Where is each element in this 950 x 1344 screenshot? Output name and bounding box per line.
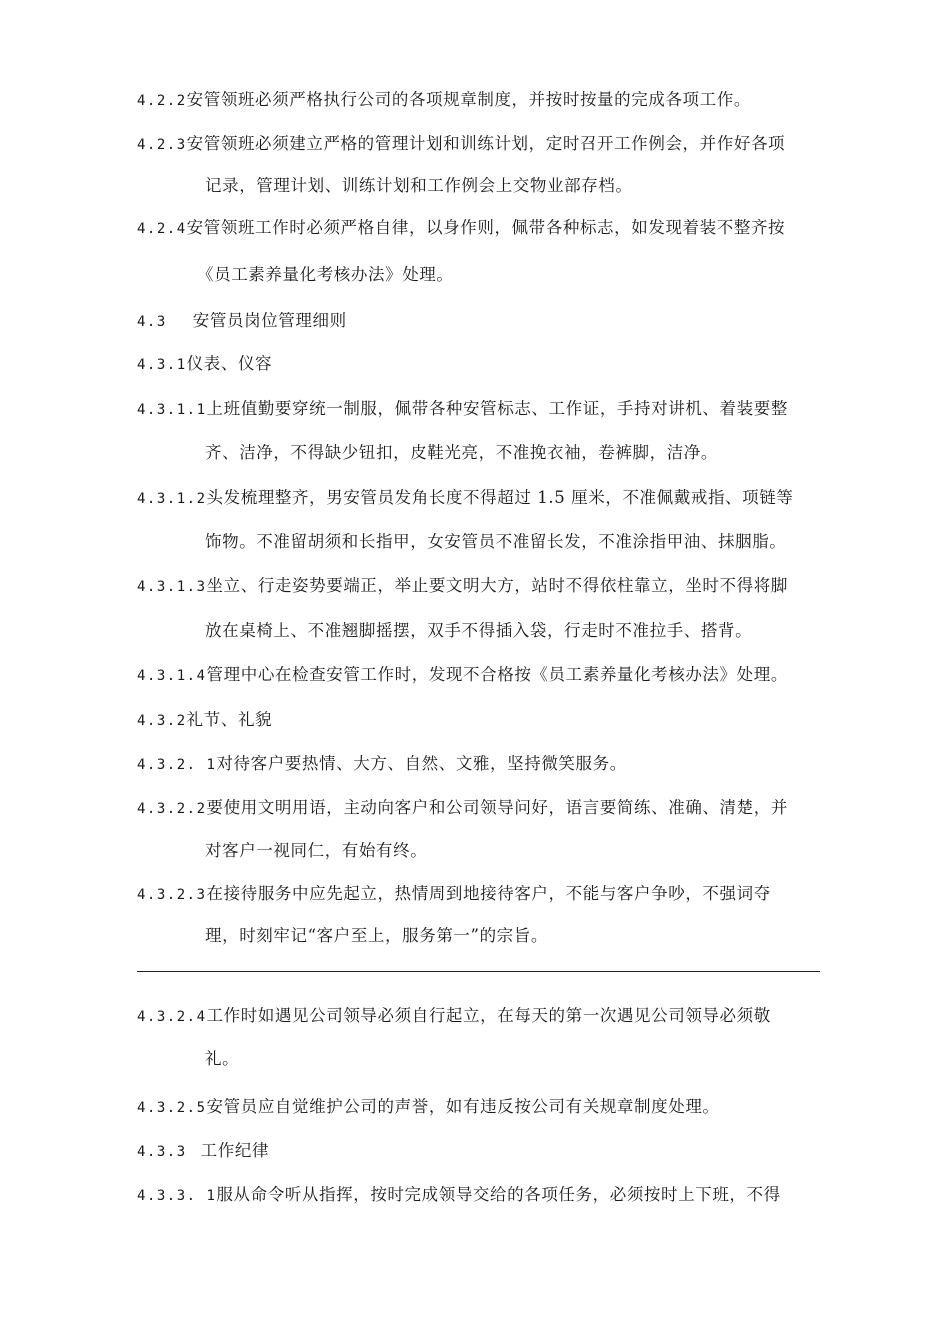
clause-text: 在接待服务中应先起立，热情周到地接待客户，不能与客户争吵，不强词夺 bbox=[206, 884, 771, 903]
clause-text: 理，时刻牢记“客户至上，服务第一”的宗旨。 bbox=[205, 926, 548, 945]
clause-text: 坐立、行走姿势要端正，举止要文明大方，站时不得依柱靠立，坐时不得将脚 bbox=[206, 576, 788, 595]
section-number: 4.3 bbox=[137, 314, 167, 330]
clause-4-2-3-continuation bbox=[0, 175, 950, 197]
clause-4-2-2 bbox=[0, 89, 950, 112]
clause-number: 4.3.3. 1 bbox=[137, 1188, 217, 1204]
clause-number: 4.3.2.4 bbox=[137, 1009, 207, 1025]
clause-4-3-2-5 bbox=[0, 1096, 950, 1119]
clause-4-3-3 bbox=[0, 1140, 950, 1163]
section-4-3-heading bbox=[0, 310, 950, 333]
clause-number: 4.3.1.1 bbox=[137, 402, 207, 418]
clause-4-3-2-2-continuation bbox=[0, 840, 950, 862]
clause-number: 4.3.1.2 bbox=[137, 491, 207, 507]
clause-4-3-2-4 bbox=[0, 1005, 950, 1028]
clause-4-3-1-1-continuation bbox=[0, 442, 950, 464]
clause-text: 饰物。不准留胡须和长指甲，女安管员不准留长发，不准涂指甲油、抹胭脂。 bbox=[205, 532, 787, 551]
clause-4-2-4-continuation bbox=[0, 264, 950, 286]
clause-text: 工作时如遇见公司领导必须自行起立，在每天的第一次遇见公司领导必须敬 bbox=[206, 1006, 771, 1025]
clause-4-3-2 bbox=[0, 709, 950, 732]
clause-4-3-1-4 bbox=[0, 664, 950, 687]
clause-text: 工作纪律 bbox=[200, 1141, 270, 1160]
clause-4-3-1 bbox=[0, 353, 950, 376]
clause-number: 4.2.3 bbox=[137, 137, 187, 153]
clause-text: 礼。 bbox=[205, 1049, 240, 1068]
clause-4-3-3-1 bbox=[0, 1184, 950, 1207]
clause-4-3-2-4-continuation bbox=[0, 1048, 950, 1070]
clause-number: 4.2.2 bbox=[137, 93, 187, 109]
clause-number: 4.3.1.3 bbox=[137, 579, 207, 595]
clause-text: 服从命令听从指挥，按时完成领导交给的各项任务，必须按时上下班，不得 bbox=[216, 1185, 781, 1204]
clause-text: 齐、洁净，不得缺少钮扣，皮鞋光亮，不准挽衣袖，卷裤脚，洁净。 bbox=[205, 443, 718, 462]
clause-text: 安管员应自觉维护公司的声誉，如有违反按公司有关规章制度处理。 bbox=[206, 1097, 720, 1116]
clause-4-2-3 bbox=[0, 133, 950, 156]
page-separator-rule bbox=[137, 971, 820, 972]
clause-text: 仪表、仪容 bbox=[186, 354, 273, 373]
clause-number: 4.3.2.2 bbox=[137, 801, 207, 817]
clause-text: 上班值勤要穿统一制服，佩带各种安管标志、工作证，手持对讲机、着装要整 bbox=[206, 399, 788, 418]
clause-4-3-1-2 bbox=[0, 487, 950, 510]
clause-text: 安管领班必须严格执行公司的各项规章制度，并按时按量的完成各项工作。 bbox=[186, 90, 751, 109]
clause-text: 礼节、礼貌 bbox=[186, 710, 273, 729]
clause-number: 4.3.2.5 bbox=[137, 1100, 207, 1116]
clause-text: 要使用文明用语，主动向客户和公司领导问好，语言要简练、准确、清楚，并 bbox=[206, 798, 788, 817]
clause-4-3-1-1 bbox=[0, 398, 950, 421]
clause-number: 4.3.3 bbox=[137, 1144, 187, 1160]
clause-text: 对客户一视同仁，有始有终。 bbox=[205, 841, 428, 860]
clause-number: 4.3.2. 1 bbox=[137, 757, 217, 773]
clause-4-3-2-1 bbox=[0, 753, 950, 776]
clause-text: 对待客户要热情、大方、自然、文雅，坚持微笑服务。 bbox=[216, 754, 627, 773]
clause-number: 4.2.4 bbox=[137, 221, 187, 237]
clause-4-3-2-3 bbox=[0, 883, 950, 906]
clause-4-3-1-3 bbox=[0, 575, 950, 598]
clause-4-3-1-2-continuation bbox=[0, 531, 950, 553]
clause-number: 4.3.1.4 bbox=[137, 668, 207, 684]
clause-4-3-2-3-continuation bbox=[0, 925, 950, 947]
clause-number: 4.3.2 bbox=[137, 713, 187, 729]
section-title: 安管员岗位管理细则 bbox=[192, 311, 347, 330]
clause-4-3-1-3-continuation bbox=[0, 620, 950, 642]
clause-text: 放在桌椅上、不准翘脚摇摆，双手不得插入袋，行走时不准拉手、搭背。 bbox=[205, 621, 753, 640]
clause-text: 安管领班工作时必须严格自律，以身作则，佩带各种标志，如发现着装不整齐按 bbox=[186, 218, 786, 237]
clause-number: 4.3.1 bbox=[137, 357, 187, 373]
clause-text: 记录，管理计划、训练计划和工作例会上交物业部存档。 bbox=[205, 176, 633, 195]
clause-text: 头发梳理整齐，男安管员发角长度不得超过 1.5 厘米，不准佩戴戒指、项链等 bbox=[206, 488, 794, 507]
clause-4-3-2-2 bbox=[0, 797, 950, 820]
clause-4-2-4 bbox=[0, 217, 950, 240]
clause-text: 《员工素养量化考核办法》处理。 bbox=[197, 265, 454, 284]
clause-number: 4.3.2.3 bbox=[137, 887, 207, 903]
clause-text: 管理中心在检查安管工作时，发现不合格按《员工素养量化考核办法》处理。 bbox=[206, 665, 788, 684]
clause-text: 安管领班必须建立严格的管理计划和训练计划，定时召开工作例会，并作好各项 bbox=[186, 134, 786, 153]
